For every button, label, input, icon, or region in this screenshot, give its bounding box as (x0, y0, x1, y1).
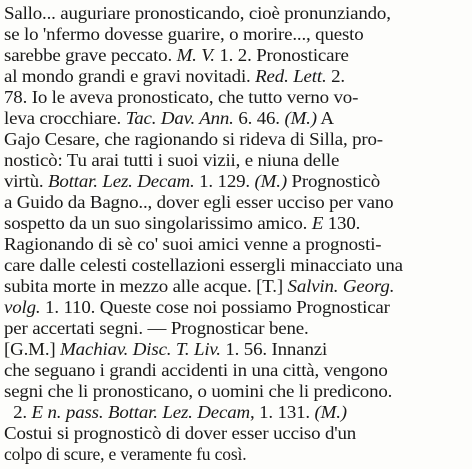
body-text: leva crocchiare. (4, 108, 126, 128)
body-text: 130. (323, 213, 361, 233)
text-line (4, 107, 472, 130)
text-line (4, 23, 472, 46)
body-text: , 1. 131. (249, 402, 315, 422)
body-text: Sallo... auguriare pronosticando, cioè pronunziando, (4, 3, 391, 23)
body-text: nosticò: Tu arai tutti i suoi vizii, e niuna delle (4, 150, 340, 170)
citation-text: E (311, 213, 324, 233)
text-line (4, 380, 472, 403)
text-line (4, 275, 472, 298)
body-text: [G.M.] (4, 339, 61, 359)
citation-text: Tac. Dav. Ann. (125, 108, 234, 128)
body-text: 1. 2. Pronosticare (214, 45, 349, 65)
body-text: subita morte in mezzo alle acque. [T.] (4, 276, 288, 296)
text-line (4, 149, 472, 172)
body-text: se lo 'nfermo dovesse guarire, o morire..., questo (4, 24, 364, 44)
body-text: Prognosticò (286, 171, 381, 191)
text-line (4, 401, 472, 424)
citation-text: (M.) (314, 402, 347, 422)
citation-text: Salvin. Georg. (287, 276, 395, 296)
body-text: segni che li pronosticano, o uomini che li predicono. (4, 381, 393, 401)
text-line (4, 191, 472, 214)
text-line (4, 296, 472, 319)
citation-text: Machiav. Disc. T. Liv. (60, 339, 221, 359)
body-text: Gajo Cesare, che ragionando si rideva di Silla, pro- (4, 129, 383, 149)
text-line (4, 212, 472, 235)
text-line (4, 170, 472, 193)
body-text: per accertati segni. — Prognosticar bene. (4, 318, 309, 338)
text-line (4, 338, 472, 361)
citation-text: volg. (4, 297, 41, 317)
body-text: Ragionando di sè co' suoi amici venne a prognosti- (4, 234, 382, 254)
body-text: virtù. (4, 171, 49, 191)
text-line (4, 128, 472, 151)
citation-text: (M.) (284, 108, 317, 128)
body-text: sarebbe grave peccato. (4, 45, 177, 65)
text-line (4, 44, 472, 67)
text-line (4, 443, 466, 466)
body-text: 1. 110. Queste cose noi possiamo Prognosticar (40, 297, 390, 317)
body-text: sospetto da un suo singolarissimo amico. (4, 213, 312, 233)
citation-text: E n. pass. Bottar. Lez. Decam (31, 402, 250, 422)
citation-text: Red. Lett. (255, 66, 327, 86)
text-line (4, 2, 472, 25)
body-text: al mondo grandi e gravi novitadi. (4, 66, 256, 86)
text-line (4, 65, 472, 88)
text-line (4, 317, 472, 340)
text-line (4, 254, 472, 277)
text-line (4, 233, 472, 256)
body-text: Costui si prognosticò di dover esser ucciso d'un (4, 423, 357, 443)
body-text: 1. 56. Innanzi (220, 339, 328, 359)
text-line (4, 359, 472, 382)
body-text: care dalle celesti costellazioni essergli minacciato una (4, 255, 403, 275)
citation-text: M. V. (176, 45, 215, 65)
body-text: che seguano i grandi accidenti in una città, vengono (4, 360, 388, 380)
citation-text: (M.) (254, 171, 287, 191)
body-text: colpo di scure, e veramente fu così. (4, 444, 247, 464)
text-line (4, 422, 472, 445)
body-text: A (316, 108, 334, 128)
text-line (4, 86, 472, 109)
body-text: 6. 46. (233, 108, 285, 128)
body-text: 2. (4, 402, 32, 422)
citation-text: Bottar. Lez. Decam. (48, 171, 195, 191)
body-text: a Guido da Bagno.., dover egli esser ucciso per vano (4, 192, 394, 212)
body-text: 2. (326, 66, 345, 86)
body-text: 1. 129. (194, 171, 255, 191)
body-text: 78. Io le aveva pronosticato, che tutto verno vo- (4, 87, 359, 107)
